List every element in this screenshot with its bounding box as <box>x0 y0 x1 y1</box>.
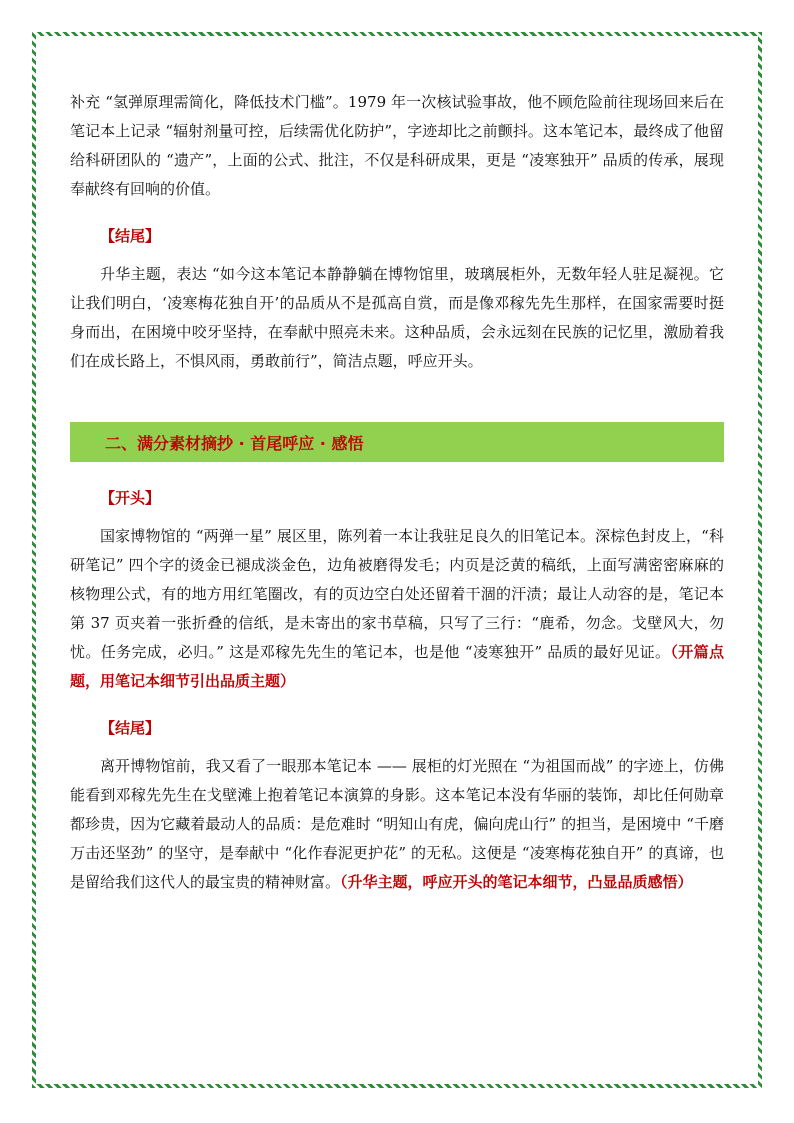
ending-label: 【结尾】 <box>100 227 161 245</box>
opening-label: 【开头】 <box>100 489 161 507</box>
intro-paragraph: 补充 “氢弹原理需简化，降低技术门槛”。1979 年一次核试验事故，他不顾危险前往现场回来后在笔记本上记录 “辐射剂量可控，后续需优化防护”，字迹却比之前颤抖。这本笔记本，最终成了他留给科研团队的 “遗产”，上面的公式、批注，不仅是科研成果，更是 “凌寒独开” 品质的传承，展现奉献终有回响的价值。 <box>70 93 724 198</box>
ending-label-2: 【结尾】 <box>100 719 161 737</box>
opening-note: （开篇点题，用笔记本细节引出品质主题） <box>70 643 724 690</box>
ending-note-2: （升华主题，呼应开头的笔记本细节，凸显品质感悟） <box>340 873 693 891</box>
ending-text-2: 离开博物馆前，我又看了一眼那本笔记本 —— 展柜的灯光照在 “为祖国而战” 的字迹上，仿佛能看到邓稼先先生在戈壁滩上抱着笔记本演算的身影。这本笔记本没有华丽的装饰，却比任何勋章都珍贵，因为它藏着最动人的品质：是危难时 “明知山有虎，偏向虎山行” 的担当，是困境中 “千磨万击还坚劲” 的坚守，是奉献中 “化作春泥更护花” 的无私。这便是 “凌寒梅花独自开” 的真谛，也是留给我们这代人的最宝贵的精神财富。 <box>70 757 724 891</box>
document-body <box>70 88 724 897</box>
opening-paragraph <box>70 522 724 696</box>
opening-text: 国家博物馆的 “两弹一星” 展区里，陈列着一本让我驻足良久的旧笔记本。深棕色封皮上，“科研笔记” 四个字的烫金已褪成淡金色，边角被磨得发毛；内页是泛黄的稿纸，上面写满密密麻麻的核物理公式，有的地方用红笔圈改，有的页边空白处还留着干涸的汗渍；最让人动容的是，笔记本第 37 页夹着一张折叠的信纸，是未寄出的家书草稿，只写了三行：“鹿希，勿念。戈壁风大，勿忧。任务完成，必归。” 这是邓稼先先生的笔记本，也是他 “凌寒独开” 品质的最好见证。 <box>70 527 724 661</box>
section-header <box>70 422 724 462</box>
ending-paragraph: 升华主题，表达 “如今这本笔记本静静躺在博物馆里，玻璃展柜外，无数年轻人驻足凝视。它让我们明白，‘凌寒梅花独自开’的品质从不是孤高自赏，而是像邓稼先先生那样，在国家需要时挺身而出，在困境中咬牙坚持，在奉献中照亮未来。这种品质，会永远刻在民族的记忆里，激励着我们在成长路上，不惧风雨，勇敢前行”，简洁点题，呼应开头。 <box>70 265 724 370</box>
ending-paragraph-2 <box>70 752 724 897</box>
section-title: 二、满分素材摘抄 · 首尾呼应 · 感悟 <box>105 433 364 453</box>
